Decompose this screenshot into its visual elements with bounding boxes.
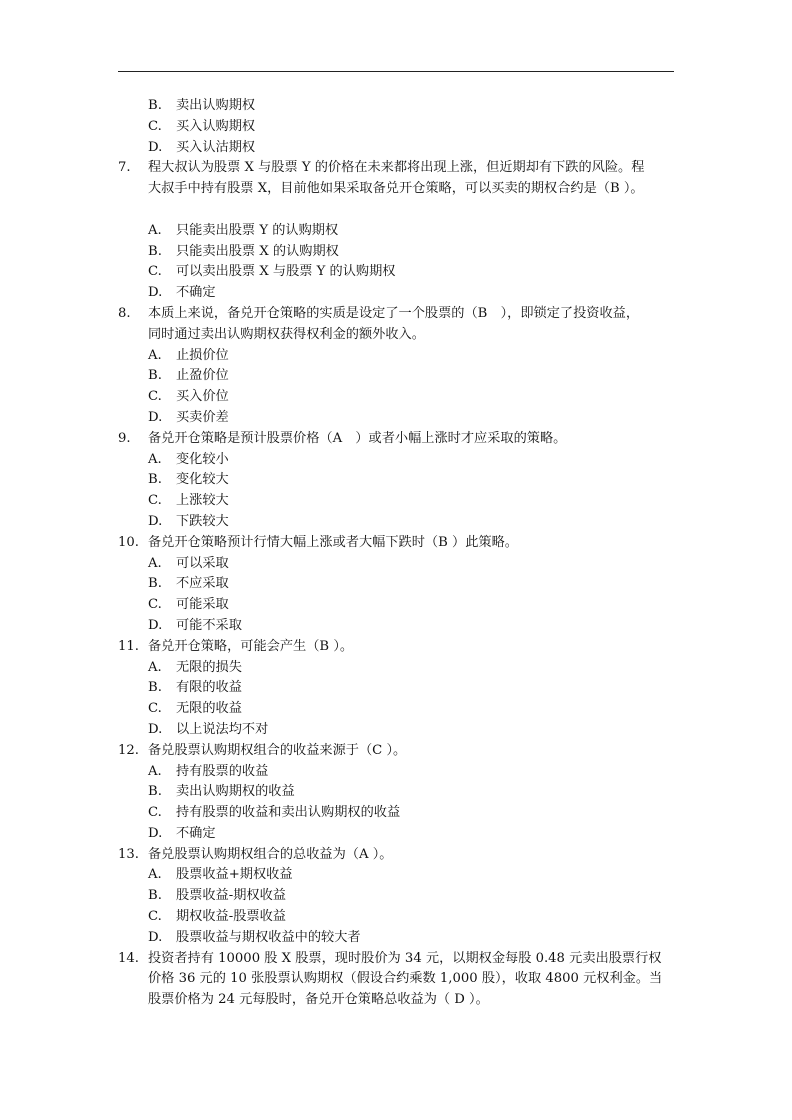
option-text: 下跌较大 xyxy=(176,513,229,529)
option-item xyxy=(118,886,678,907)
question-14 xyxy=(118,949,678,1011)
option-text: 买入认购期权 xyxy=(176,118,256,134)
question-text xyxy=(148,304,678,346)
question-number: 14. xyxy=(118,950,139,966)
option-letter: B. xyxy=(148,472,162,488)
option-text: 只能卖出股票 X 的认购期权 xyxy=(176,243,339,259)
option-item xyxy=(118,616,678,637)
option-letter: C. xyxy=(148,493,162,509)
question-text xyxy=(148,637,678,658)
option-item xyxy=(118,554,678,575)
option-letter: A. xyxy=(148,659,162,675)
option-item xyxy=(118,221,678,242)
option-letter: D. xyxy=(148,409,163,425)
option-text: 可以卖出股票 X 与股票 Y 的认购期权 xyxy=(176,264,396,280)
option-text: 股票收益+期权收益 xyxy=(176,867,293,883)
option-letter: A. xyxy=(148,222,162,238)
option-item xyxy=(118,595,678,616)
option-item xyxy=(118,450,678,471)
question-line: 备兑股票认购期权组合的收益来源于（C ）。 xyxy=(148,742,407,758)
option-text: 买入价位 xyxy=(176,389,229,405)
option-letter: D. xyxy=(148,285,163,301)
option-item xyxy=(118,699,678,720)
option-letter: B. xyxy=(148,243,162,259)
question-line: 备兑股票认购期权组合的总收益为（A ）。 xyxy=(148,846,393,862)
option-item xyxy=(118,242,678,263)
option-item xyxy=(118,366,678,387)
option-letter: A. xyxy=(148,555,162,571)
option-item xyxy=(118,491,678,512)
question-line: 投资者持有 10000 股 X 股票，现时股价为 34 元，以期权金每股 0.48 元卖出股票行权 xyxy=(148,950,662,966)
option-text: 变化较大 xyxy=(176,472,229,488)
option-item xyxy=(118,782,678,803)
question-text xyxy=(148,158,678,200)
option-text: 买入认沽期权 xyxy=(176,139,256,155)
option-text: 无限的损失 xyxy=(176,659,242,675)
option-text: 只能卖出股票 Y 的认购期权 xyxy=(176,222,339,238)
question-line: 备兑开仓策略预计行情大幅上涨或者大幅下跌时（B ）此策略。 xyxy=(148,534,518,550)
question-text xyxy=(148,845,678,866)
option-item xyxy=(118,117,678,138)
question-text xyxy=(148,429,678,450)
option-letter: B. xyxy=(148,888,162,904)
option-item xyxy=(118,720,678,741)
option-letter: D. xyxy=(148,721,163,737)
option-letter: B. xyxy=(148,98,162,113)
question-line: 股票价格为 24 元每股时，备兑开仓策略总收益为（ D ）。 xyxy=(148,992,489,1008)
option-item xyxy=(118,262,678,283)
question-number: 8. xyxy=(118,305,131,321)
option-text: 无限的收益 xyxy=(176,701,242,717)
option-item xyxy=(118,574,678,595)
option-text: 卖出认购期权的收益 xyxy=(176,784,295,800)
option-letter: A. xyxy=(148,867,162,883)
option-text: 股票收益-期权收益 xyxy=(176,888,286,904)
option-text: 以上说法均不对 xyxy=(176,721,269,737)
question-line: 同时通过卖出认购期权获得权利金的额外收入。 xyxy=(148,326,425,342)
option-letter: A. xyxy=(148,763,162,779)
option-letter: B. xyxy=(148,680,162,696)
option-letter: D. xyxy=(148,513,163,529)
question-7 xyxy=(118,158,678,200)
option-item xyxy=(118,824,678,845)
option-item xyxy=(118,408,678,429)
option-text: 可以采取 xyxy=(176,555,229,571)
question-number: 13. xyxy=(118,846,139,862)
option-text: 止损价位 xyxy=(176,347,229,363)
option-letter: C. xyxy=(148,264,162,280)
option-letter: B. xyxy=(148,576,162,592)
option-text: 持有股票的收益和卖出认购期权的收益 xyxy=(176,805,401,821)
question-line: 本质上来说，备兑开仓策略的实质是设定了一个股票的（B ），即锁定了投资收益， xyxy=(148,305,640,321)
question-number: 12. xyxy=(118,742,139,758)
option-letter: D. xyxy=(148,929,163,945)
option-letter: C. xyxy=(148,118,162,134)
question-number: 7. xyxy=(118,160,131,176)
option-text: 上涨较大 xyxy=(176,493,229,509)
option-item xyxy=(118,346,678,367)
option-item xyxy=(118,96,678,117)
option-text: 期权收益-股票收益 xyxy=(176,909,286,925)
option-letter: C. xyxy=(148,909,162,925)
question-number: 10. xyxy=(118,534,139,550)
option-letter: D. xyxy=(148,825,163,841)
option-item xyxy=(118,907,678,928)
option-letter: A. xyxy=(148,347,162,363)
option-text: 可能采取 xyxy=(176,597,229,613)
option-letter: D. xyxy=(148,139,163,155)
question-list xyxy=(118,96,678,1011)
option-letter: B. xyxy=(148,368,162,384)
header-rule xyxy=(118,71,674,72)
question-10 xyxy=(118,533,678,554)
question-line: 程大叔认为股票 X 与股票 Y 的价格在未来都将出现上涨，但近期却有下跌的风险。程 xyxy=(148,160,645,176)
question-12 xyxy=(118,741,678,762)
question-line: 备兑开仓策略是预计股票价格（A ）或者小幅上涨时才应采取的策略。 xyxy=(148,430,567,446)
question-line: 大叔手中持有股票 X，目前他如果采取备兑开仓策略，可以买卖的期权合约是（B ）。 xyxy=(148,181,644,197)
option-letter: C. xyxy=(148,597,162,613)
option-item xyxy=(118,138,678,159)
option-text: 不应采取 xyxy=(176,576,229,592)
option-letter: B. xyxy=(148,784,162,800)
option-letter: A. xyxy=(148,451,162,467)
question-line: 价格 36 元的 10 张股票认购期权（假设合约乘数 1,000 股），收取 4800 元权利金。当 xyxy=(148,971,663,987)
option-item xyxy=(118,928,678,949)
option-item xyxy=(118,470,678,491)
question-8 xyxy=(118,304,678,346)
option-item xyxy=(118,865,678,886)
question-line: 备兑开仓策略，可能会产生（B ）。 xyxy=(148,638,354,654)
option-text: 可能不采取 xyxy=(176,617,242,633)
option-item xyxy=(118,387,678,408)
option-text: 股票收益与期权收益中的较大者 xyxy=(176,929,361,945)
option-item xyxy=(118,803,678,824)
option-text: 不确定 xyxy=(176,285,216,301)
option-item xyxy=(118,658,678,679)
option-text: 不确定 xyxy=(176,825,216,841)
option-text: 卖出认购期权 xyxy=(176,98,256,113)
option-item xyxy=(118,762,678,783)
option-text: 持有股票的收益 xyxy=(176,763,269,779)
option-text: 买卖价差 xyxy=(176,409,229,425)
question-number: 9. xyxy=(118,430,131,446)
question-9 xyxy=(118,429,678,450)
question-text xyxy=(148,741,678,762)
question-11 xyxy=(118,637,678,658)
option-text: 止盈价位 xyxy=(176,368,229,384)
option-text: 变化较小 xyxy=(176,451,229,467)
option-item xyxy=(118,512,678,533)
option-text: 有限的收益 xyxy=(176,680,242,696)
option-letter: C. xyxy=(148,805,162,821)
question-number: 11. xyxy=(118,638,139,654)
option-letter: D. xyxy=(148,617,163,633)
option-item xyxy=(118,283,678,304)
question-text xyxy=(148,533,678,554)
option-item xyxy=(118,678,678,699)
question-13 xyxy=(118,845,678,866)
question-text xyxy=(148,949,678,1011)
option-letter: C. xyxy=(148,389,162,405)
option-letter: C. xyxy=(148,701,162,717)
